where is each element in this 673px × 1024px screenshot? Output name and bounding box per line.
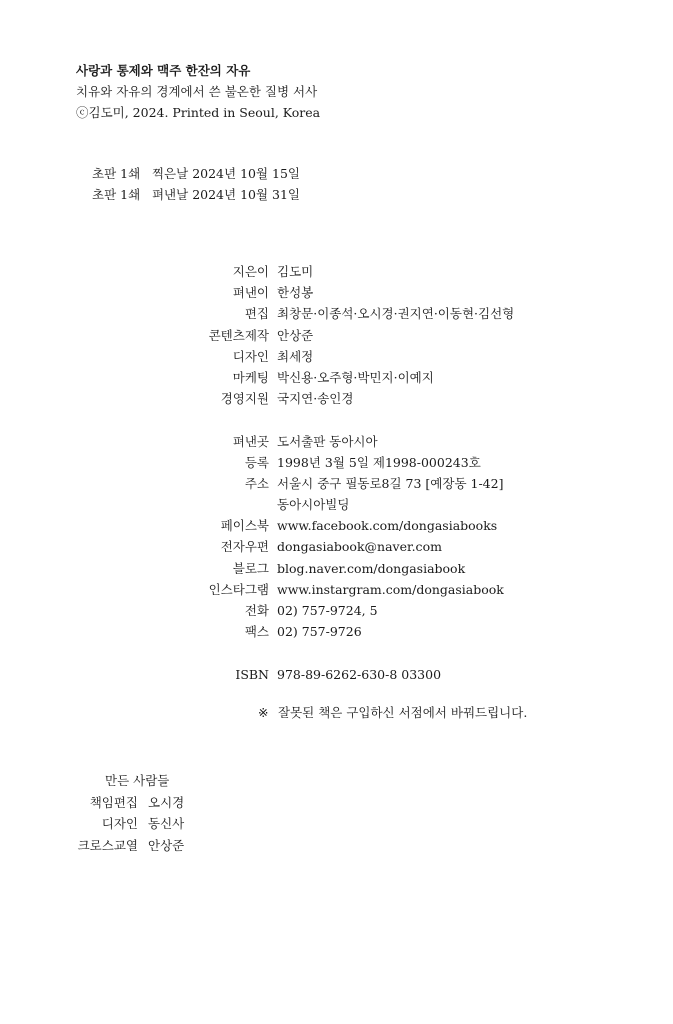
publisher-row — [0, 621, 673, 642]
isbn-value: 978-89-6262-630-8 03300 — [277, 666, 442, 682]
makers-heading: 만든 사람들 — [105, 773, 170, 788]
publisher-value: 서울시 중구 필동로8길 73 [예장동 1-42] — [277, 475, 504, 491]
credit-value: 최창문·이종석·오시경·권지연·이동현·김선형 — [277, 306, 515, 322]
credit-key: 콘텐츠제작 — [208, 327, 269, 343]
maker-key: 크로스교열 — [77, 837, 138, 853]
printing-info — [92, 163, 300, 205]
spacer — [0, 642, 673, 663]
publisher-value: 동아시아빌딩 — [277, 497, 350, 513]
publisher-key: 펴낸곳 — [232, 433, 269, 449]
instagram-link[interactable]: www.instargram.com/dongasiabook — [277, 581, 504, 597]
publisher-value: 1998년 3월 5일 제1998-000243호 — [277, 454, 481, 470]
printing-event: 펴낸날 — [151, 187, 189, 202]
credit-value: 국지연·송인경 — [277, 391, 354, 407]
printing-row — [92, 163, 300, 184]
credit-row — [0, 325, 673, 346]
maker-value: 안상준 — [148, 837, 185, 853]
credit-row — [0, 303, 673, 324]
printing-date: 2024년 10월 31일 — [192, 187, 300, 202]
maker-row — [0, 835, 673, 857]
printing-row — [92, 184, 300, 205]
credit-key: 펴낸이 — [232, 285, 269, 301]
printing-label: 초판 1쇄 — [92, 166, 141, 181]
credit-row — [0, 261, 673, 282]
printing-date: 2024년 10월 15일 — [192, 166, 300, 181]
publisher-row — [0, 473, 673, 494]
makers-heading-row — [0, 770, 673, 792]
publisher-key: 등록 — [244, 454, 269, 470]
book-title: 사랑과 통제와 맥주 한잔의 자유 — [76, 63, 251, 78]
facebook-link[interactable]: www.facebook.com/dongasiabooks — [277, 518, 498, 534]
maker-value: 동신사 — [148, 816, 185, 831]
publisher-row — [0, 558, 673, 579]
publisher-row — [0, 452, 673, 473]
publisher-row — [0, 536, 673, 557]
credit-key: 디자인 — [232, 348, 269, 364]
credit-key: 경영지원 — [220, 391, 269, 407]
makers-section — [0, 770, 673, 856]
maker-key: 디자인 — [101, 816, 138, 831]
maker-row — [0, 792, 673, 814]
notice — [258, 703, 527, 721]
publisher-row — [0, 431, 673, 452]
publisher-value: 02) 757-9726 — [277, 624, 362, 640]
blog-link[interactable]: blog.naver.com/dongasiabook — [277, 560, 466, 576]
credit-value: 한성봉 — [277, 285, 314, 301]
spacer — [0, 409, 673, 430]
credit-row — [0, 388, 673, 409]
credit-value: 최세정 — [277, 348, 314, 364]
credit-value: 박신용·오주형·박민지·이예지 — [277, 369, 434, 385]
credit-value: 김도미 — [277, 264, 314, 279]
reference-mark-icon: ※ — [258, 705, 269, 720]
maker-row — [0, 813, 673, 835]
publisher-value: 도서출판 동아시아 — [277, 433, 378, 449]
copyright-line: ⓒ김도미, 2024. Printed in Seoul, Korea — [76, 105, 321, 120]
credit-key: 지은이 — [232, 264, 269, 279]
publisher-key: 주소 — [244, 475, 269, 491]
credit-key: 편집 — [244, 306, 269, 322]
publisher-row — [0, 515, 673, 536]
credit-key: 마케팅 — [232, 369, 269, 385]
publisher-key: 전화 — [244, 603, 269, 618]
publisher-row — [0, 579, 673, 600]
credit-row — [0, 346, 673, 367]
notice-text: 잘못된 책은 구입하신 서점에서 바꿔드립니다. — [278, 705, 528, 720]
book-subtitle: 치유와 자유의 경계에서 쓴 불온한 질병 서사 — [76, 84, 318, 99]
publisher-row — [0, 494, 673, 515]
publisher-row — [0, 600, 673, 621]
isbn-key: ISBN — [235, 666, 269, 682]
publisher-value: 02) 757-9724, 5 — [277, 603, 378, 618]
printing-event: 찍은날 — [151, 166, 189, 181]
email-link[interactable]: dongasiabook@naver.com — [277, 539, 442, 555]
publisher-key: 인스타그램 — [208, 581, 269, 597]
isbn-row — [0, 664, 673, 685]
publisher-key: 페이스북 — [220, 518, 269, 534]
maker-key: 책임편집 — [89, 794, 138, 810]
printing-label: 초판 1쇄 — [92, 187, 141, 202]
maker-value: 오시경 — [148, 794, 185, 810]
publisher-key: 블로그 — [232, 560, 269, 576]
title-block — [76, 60, 320, 123]
publisher-key: 전자우편 — [220, 539, 269, 555]
credit-value: 안상준 — [277, 327, 314, 343]
publisher-key: 팩스 — [244, 624, 269, 640]
credit-row — [0, 367, 673, 388]
credit-row — [0, 282, 673, 303]
colophon-credits — [0, 261, 673, 685]
